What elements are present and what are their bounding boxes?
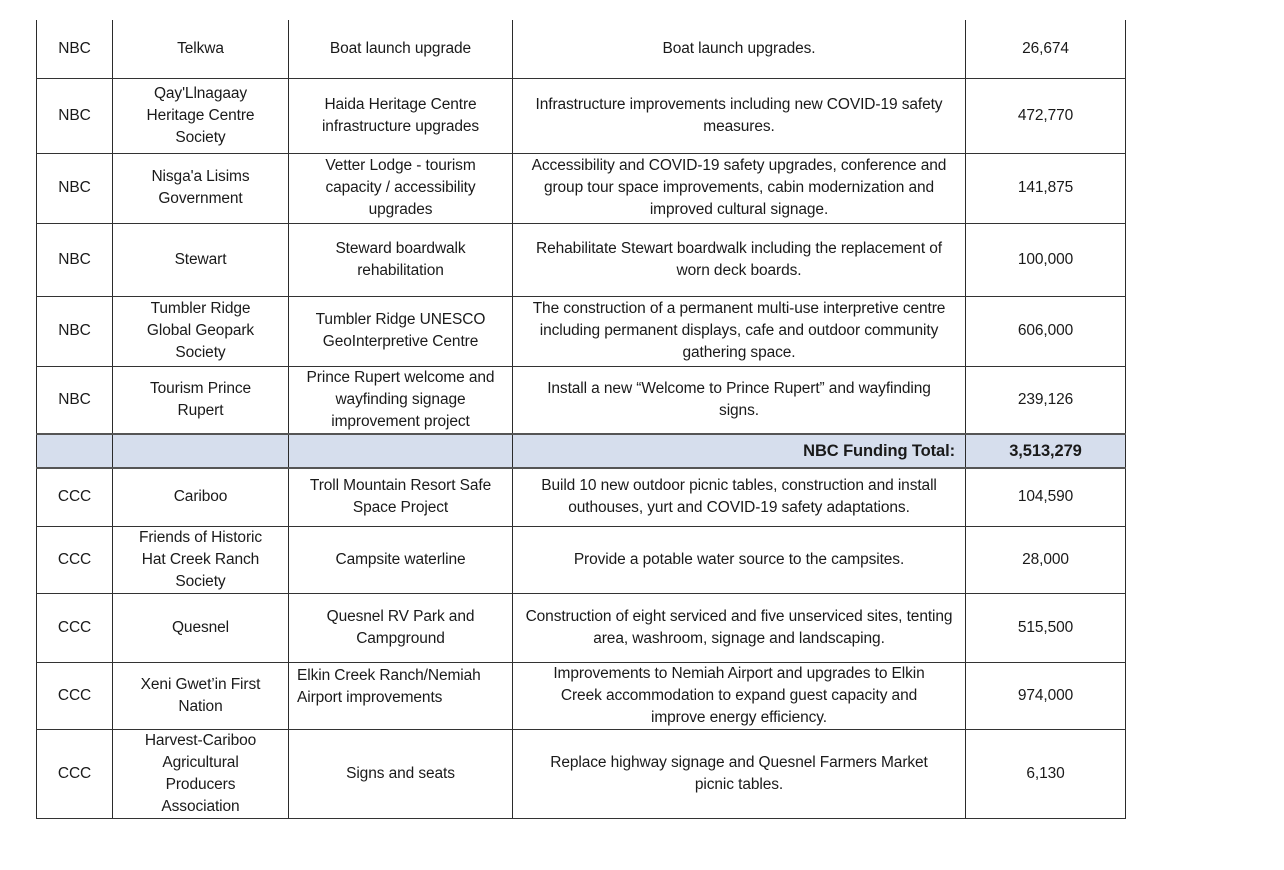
project-cell: Steward boardwalk rehabilitation — [289, 223, 513, 296]
region-cell: NBC — [37, 366, 113, 434]
table-row — [37, 153, 1126, 223]
amount-cell: 100,000 — [966, 223, 1126, 296]
project-cell: Prince Rupert welcome and wayfinding signage improvement project — [289, 366, 513, 434]
table-row — [37, 730, 1126, 819]
organization-cell: Cariboo — [113, 468, 289, 527]
table-row — [37, 594, 1126, 663]
description-cell: The construction of a permanent multi-use interpretive centre including permanent displays, cafe and outdoor community gathering space. — [513, 296, 966, 366]
organization-cell: Nisga'a Lisims Government — [113, 153, 289, 223]
amount-cell: 28,000 — [966, 527, 1126, 594]
description-cell: Infrastructure improvements including new COVID-19 safety measures. — [513, 78, 966, 153]
table-row — [37, 223, 1126, 296]
organization-cell: Stewart — [113, 223, 289, 296]
amount-cell: 974,000 — [966, 663, 1126, 730]
organization-cell: Tumbler Ridge Global Geopark Society — [113, 296, 289, 366]
table-row — [37, 78, 1126, 153]
organization-cell: Tourism Prince Rupert — [113, 366, 289, 434]
total-label: NBC Funding Total: — [513, 434, 966, 468]
table-row — [37, 366, 1126, 434]
amount-cell: 606,000 — [966, 296, 1126, 366]
project-cell: Vetter Lodge - tourism capacity / accessibility upgrades — [289, 153, 513, 223]
organization-cell: Xeni Gwet’in First Nation — [113, 663, 289, 730]
region-cell: CCC — [37, 468, 113, 527]
amount-cell: 6,130 — [966, 730, 1126, 819]
organization-cell: Telkwa — [113, 20, 289, 78]
region-cell: CCC — [37, 527, 113, 594]
description-cell: Install a new “Welcome to Prince Rupert” and wayfinding signs. — [513, 366, 966, 434]
amount-cell: 472,770 — [966, 78, 1126, 153]
table-row — [37, 468, 1126, 527]
project-cell: Troll Mountain Resort Safe Space Project — [289, 468, 513, 527]
description-cell: Boat launch upgrades. — [513, 20, 966, 78]
table-row — [37, 20, 1126, 78]
organization-cell: Qay'Llnagaay Heritage Centre Society — [113, 78, 289, 153]
description-cell: Provide a potable water source to the campsites. — [513, 527, 966, 594]
organization-cell: Friends of Historic Hat Creek Ranch Society — [113, 527, 289, 594]
table-row — [37, 527, 1126, 594]
region-cell: NBC — [37, 153, 113, 223]
amount-cell: 515,500 — [966, 594, 1126, 663]
total-amount: 3,513,279 — [966, 434, 1126, 468]
project-cell: Campsite waterline — [289, 527, 513, 594]
empty-cell — [113, 434, 289, 468]
table-row — [37, 663, 1126, 730]
region-cell: NBC — [37, 20, 113, 78]
document-page — [36, 20, 1126, 819]
region-cell: NBC — [37, 296, 113, 366]
project-cell: Elkin Creek Ranch/Nemiah Airport improvements — [289, 663, 513, 730]
region-cell: NBC — [37, 223, 113, 296]
funding-table — [36, 20, 1126, 819]
empty-cell — [289, 434, 513, 468]
project-cell: Signs and seats — [289, 730, 513, 819]
region-cell: NBC — [37, 78, 113, 153]
project-cell: Quesnel RV Park and Campground — [289, 594, 513, 663]
amount-cell: 26,674 — [966, 20, 1126, 78]
description-cell: Build 10 new outdoor picnic tables, construction and install outhouses, yurt and COVID-19 safety adaptations. — [513, 468, 966, 527]
empty-cell — [37, 434, 113, 468]
region-cell: CCC — [37, 730, 113, 819]
organization-cell: Quesnel — [113, 594, 289, 663]
total-row — [37, 434, 1126, 468]
project-cell: Tumbler Ridge UNESCO GeoInterpretive Centre — [289, 296, 513, 366]
region-cell: CCC — [37, 594, 113, 663]
project-cell: Haida Heritage Centre infrastructure upgrades — [289, 78, 513, 153]
description-cell: Accessibility and COVID-19 safety upgrades, conference and group tour space improvements, cabin modernization and improved cultural signage. — [513, 153, 966, 223]
description-cell: Improvements to Nemiah Airport and upgrades to Elkin Creek accommodation to expand guest capacity and improve energy efficiency. — [513, 663, 966, 730]
amount-cell: 104,590 — [966, 468, 1126, 527]
description-cell: Replace highway signage and Quesnel Farmers Market picnic tables. — [513, 730, 966, 819]
description-cell: Construction of eight serviced and five unserviced sites, tenting area, washroom, signage and landscaping. — [513, 594, 966, 663]
amount-cell: 141,875 — [966, 153, 1126, 223]
table-row — [37, 296, 1126, 366]
organization-cell: Harvest-Cariboo Agricultural Producers Association — [113, 730, 289, 819]
project-cell: Boat launch upgrade — [289, 20, 513, 78]
region-cell: CCC — [37, 663, 113, 730]
description-cell: Rehabilitate Stewart boardwalk including the replacement of worn deck boards. — [513, 223, 966, 296]
amount-cell: 239,126 — [966, 366, 1126, 434]
